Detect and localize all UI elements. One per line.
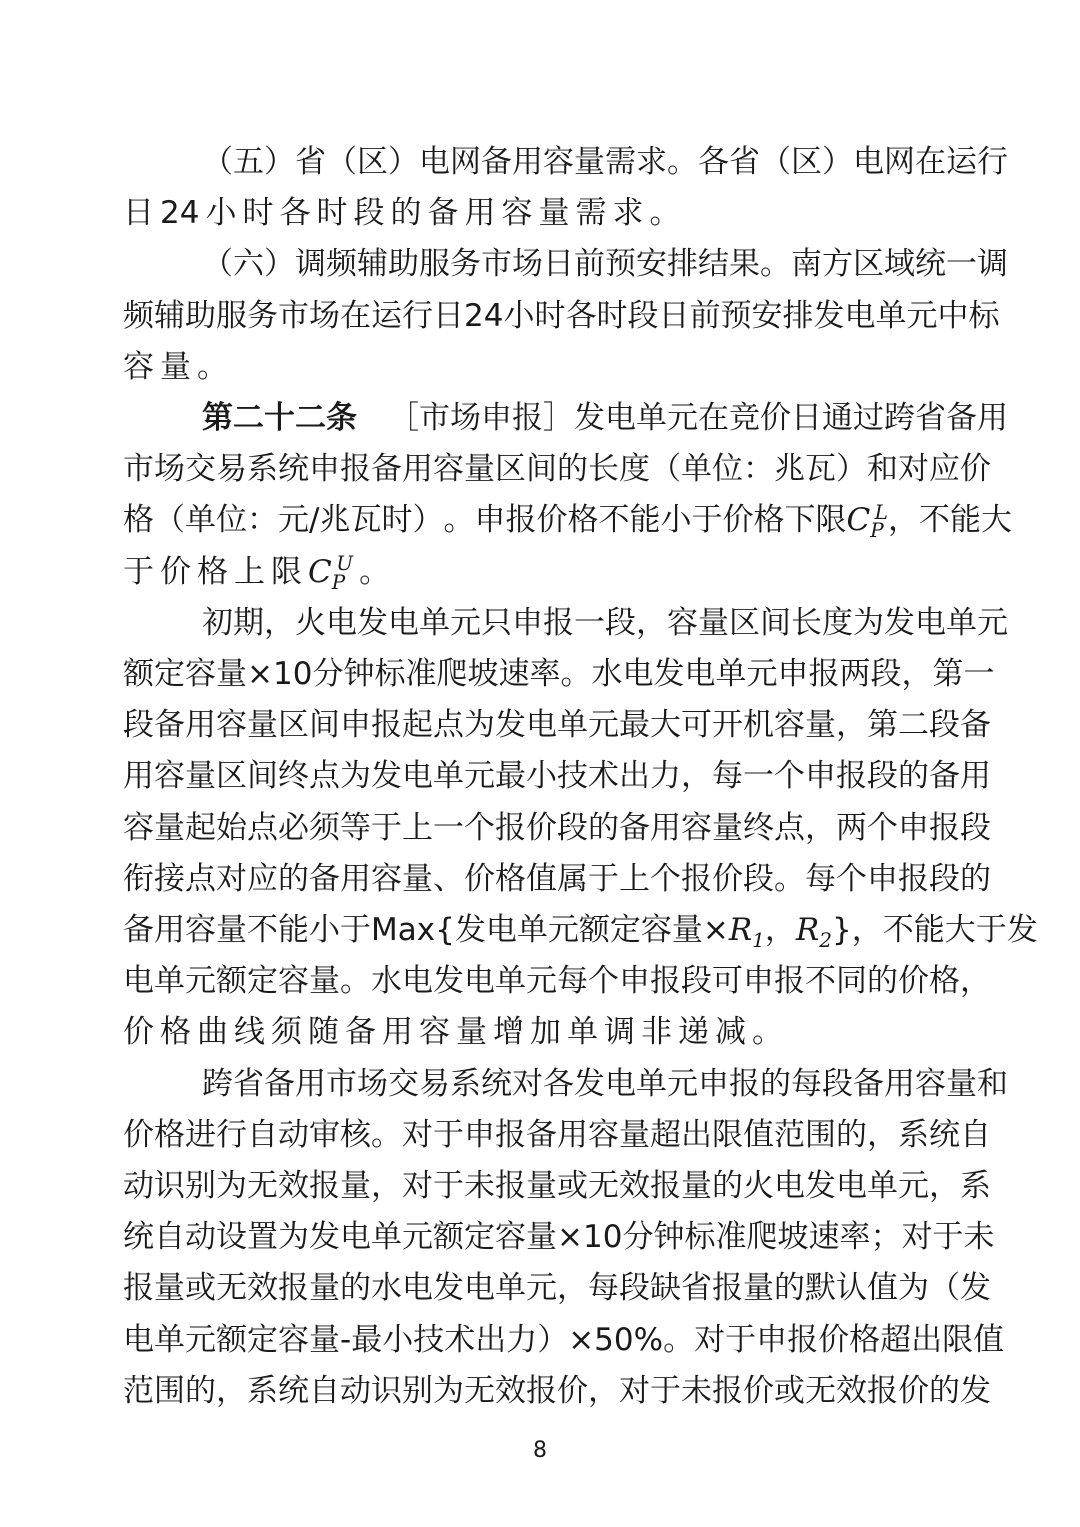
- text-line: 额 定 容 量 × 10 分 钟 标 准 爬 坡 速 率 。 水 电 发 电 单 元 申 报 两 段 ， 第 一: [123, 656, 995, 692]
- text-line: 段 备 用 容 量 区 间 申 报 起 点 为 发 电 单 元 最 大 可 开 机 容 量 ， 第 二 段 备: [123, 707, 991, 744]
- text-line: 格 （ 单 位 ： 元 / 兆 瓦 时 ） 。 申 报 价 格 不 能 小 于 价 格 下 限 $C_P^L$ ， 不 能 大: [0, 494, 1080, 546]
- text-line: 价 格 进 行 自 动 审 核 。 对 于 申 报 备 用 容 量 超 出 限 值 范 围 的 ， 系 统 自: [123, 1116, 991, 1153]
- page-number: 8: [533, 1438, 547, 1463]
- text-line: （ 五 ） 省 （ 区 ） 电 网 备 用 容 量 需 求 。 各 省 （ 区 ） 电 网 在 运 行: [202, 144, 1008, 180]
- math-symbol: $R_1$: [728, 912, 765, 953]
- math-symbol: $C_P^U$: [308, 551, 354, 594]
- text-line: 日 24 小 时 各 时 段 的 备 用 容 量 需 求 。: [123, 195, 681, 232]
- text-line: 跨 省 备 用 市 场 交 易 系 统 对 各 发 电 单 元 申 报 的 每 段 备 用 容 量 和: [202, 1065, 1008, 1102]
- text-line: 衔 接 点 对 应 的 备 用 容 量 、 价 格 值 属 于 上 个 报 价 段 。 每 个 申 报 段 的: [123, 860, 991, 897]
- text-line: 容 量 起 始 点 必 须 等 于 上 一 个 报 价 段 的 备 用 容 量 终 点 ， 两 个 申 报 段: [123, 809, 991, 846]
- text-line: 容 量 。: [123, 348, 228, 385]
- text-line: 范 围 的 ， 系 统 自 动 识 别 为 无 效 报 价 ， 对 于 未 报 价 或 无 效 报 价 的 发: [123, 1372, 991, 1409]
- math-symbol: $R_2$: [795, 912, 832, 953]
- text-line: 第 二 十 二 条 ［ 市 场 申 报 ］ 发 电 单 元 在 竞 价 日 通 过 跨 省 备 用: [202, 400, 1008, 436]
- text-line: 报 量 或 无 效 报 量 的 水 电 发 电 单 元 ， 每 段 缺 省 报 量 的 默 认 值 为 （ 发: [123, 1270, 991, 1307]
- text-line: 频 辅 助 服 务 市 场 在 运 行 日 24 小 时 各 时 段 日 前 预 安 排 发 电 单 元 中 标: [123, 297, 1000, 334]
- math-symbol: $C_P^L$: [846, 500, 888, 543]
- text-line: 电 单 元 额 定 容 量 - 最 小 技 术 出 力 ） × 50% 。 对 于 申 报 价 格 超 出 限 值: [123, 1321, 1005, 1358]
- text-line: 用 容 量 区 间 终 点 为 发 电 单 元 最 小 技 术 出 力 ， 每 一 个 申 报 段 的 备 用: [123, 758, 991, 795]
- text-line: 电 单 元 额 定 容 量 。 水 电 发 电 单 元 每 个 申 报 段 可 申 报 不 同 的 价 格 ，: [123, 963, 991, 1000]
- text-line: 备 用 容 量 不 能 小 于 Max { 发 电 单 元 额 定 容 量 × $R_1$ ， $R_2$ } ， 不 能 大 于 发: [0, 904, 1080, 956]
- text-line: 动 识 别 为 无 效 报 量 ， 对 于 未 报 量 或 无 效 报 量 的 火 电 发 电 单 元 ， 系: [123, 1168, 991, 1204]
- text-line: （ 六 ） 调 频 辅 助 服 务 市 场 日 前 预 安 排 结 果 。 南 方 区 域 统 一 调: [202, 246, 1008, 283]
- text-line: 市 场 交 易 系 统 申 报 备 用 容 量 区 间 的 长 度 （ 单 位 ： 兆 瓦 ） 和 对 应 价: [123, 451, 991, 488]
- text-line: 价 格 曲 线 须 随 备 用 容 量 增 加 单 调 非 递 减 。: [123, 1014, 783, 1051]
- text-line: 统 自 动 设 置 为 发 电 单 元 额 定 容 量 × 10 分 钟 标 准 爬 坡 速 率 ； 对 于 未: [123, 1219, 995, 1256]
- text-line: 初 期 ， 火 电 发 电 单 元 只 申 报 一 段 ， 容 量 区 间 长 度 为 发 电 单 元: [202, 604, 1008, 641]
- text-line: 于 价 格 上 限 $C_P^U$ 。: [0, 546, 1080, 598]
